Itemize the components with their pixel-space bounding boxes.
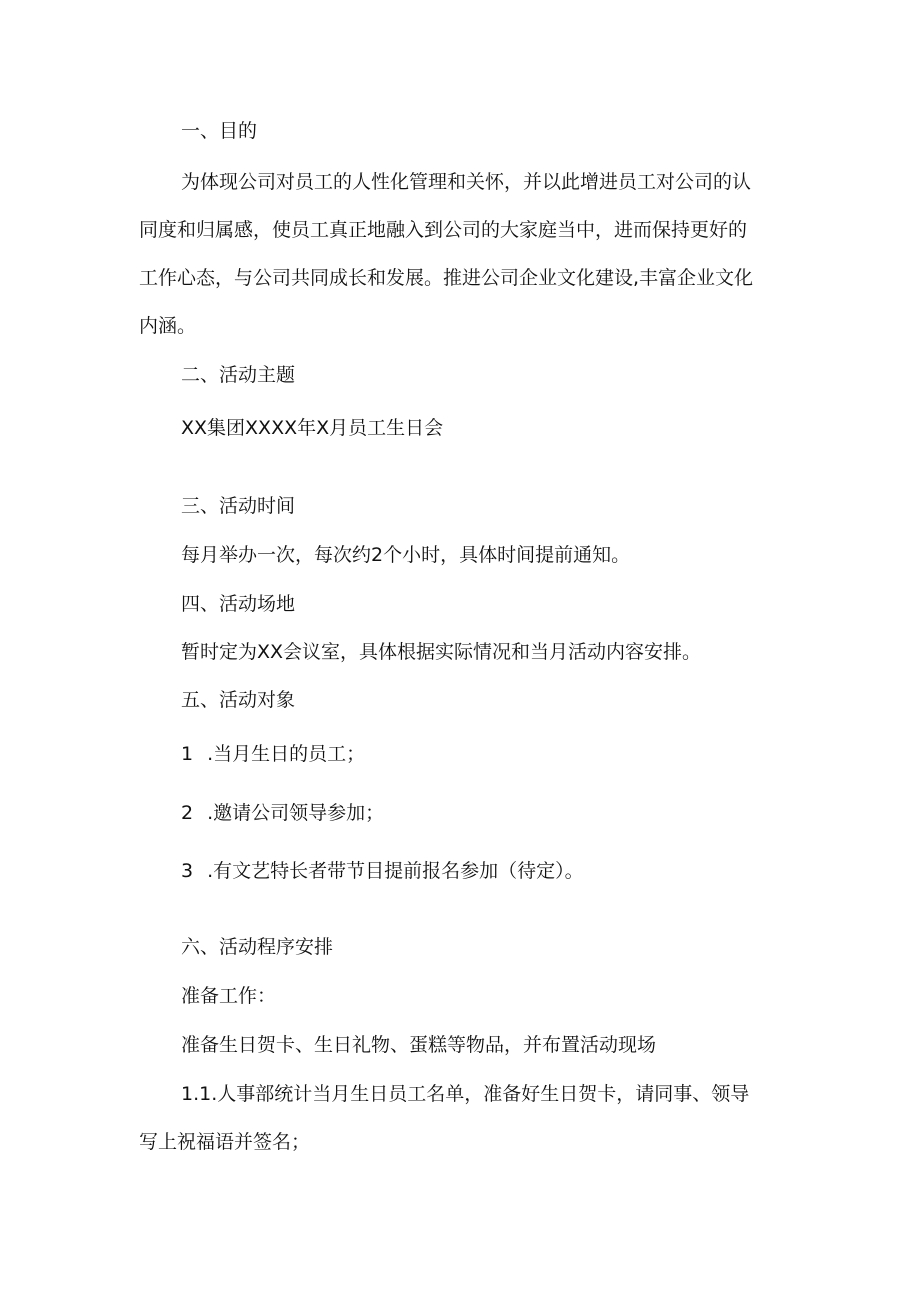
list-item-number: 3 xyxy=(181,860,194,882)
section-heading-theme: 二、活动主题 xyxy=(181,364,296,386)
section-heading-purpose: 一、目的 xyxy=(181,120,258,142)
venue-text: 暂时定为XX会议室，具体根据实际情况和当月活动内容安排。 xyxy=(181,641,702,663)
section-heading-time: 三、活动时间 xyxy=(181,495,296,517)
list-item-text: .当月生日的员工； xyxy=(207,743,366,765)
prep-text: 准备生日贺卡、生日礼物、蛋糕等物品，并布置活动现场 xyxy=(181,1034,657,1056)
list-item xyxy=(181,800,384,826)
list-item xyxy=(181,741,365,767)
list-item-text: .有文艺特长者带节目提前报名参加（待定）。 xyxy=(207,860,584,882)
purpose-paragraph-line-2: 同度和归属感，使员工真正地融入到公司的大家庭当中，进而保持更好的 xyxy=(139,219,748,241)
purpose-paragraph-line-4: 内涵。 xyxy=(139,315,197,337)
step-line-1: 1.1.人事部统计当月生日员工名单，准备好生日贺卡，请同事、领导 xyxy=(181,1083,750,1105)
step-line-2: 写上祝福语并签名； xyxy=(139,1131,311,1153)
list-item xyxy=(181,858,584,884)
section-heading-target: 五、活动对象 xyxy=(181,689,296,711)
purpose-paragraph-line-1: 为体现公司对员工的人性化管理和关怀，并以此增进员工对公司的认 xyxy=(181,171,752,193)
list-item-number: 2 xyxy=(181,802,194,824)
list-item-number: 1 xyxy=(181,743,194,765)
section-heading-program: 六、活动程序安排 xyxy=(181,936,334,958)
prep-label: 准备工作： xyxy=(181,985,277,1007)
section-heading-venue: 四、活动场地 xyxy=(181,593,296,615)
purpose-paragraph-line-3: 工作心态，与公司共同成长和发展。推进公司企业文化建设,丰富企业文化 xyxy=(139,267,754,289)
time-text: 每月举办一次，每次约2个小时，具体时间提前通知。 xyxy=(181,544,631,566)
theme-text: XX集团XXXX年X月员工生日会 xyxy=(181,417,444,439)
list-item-text: .邀请公司领导参加； xyxy=(207,802,385,824)
